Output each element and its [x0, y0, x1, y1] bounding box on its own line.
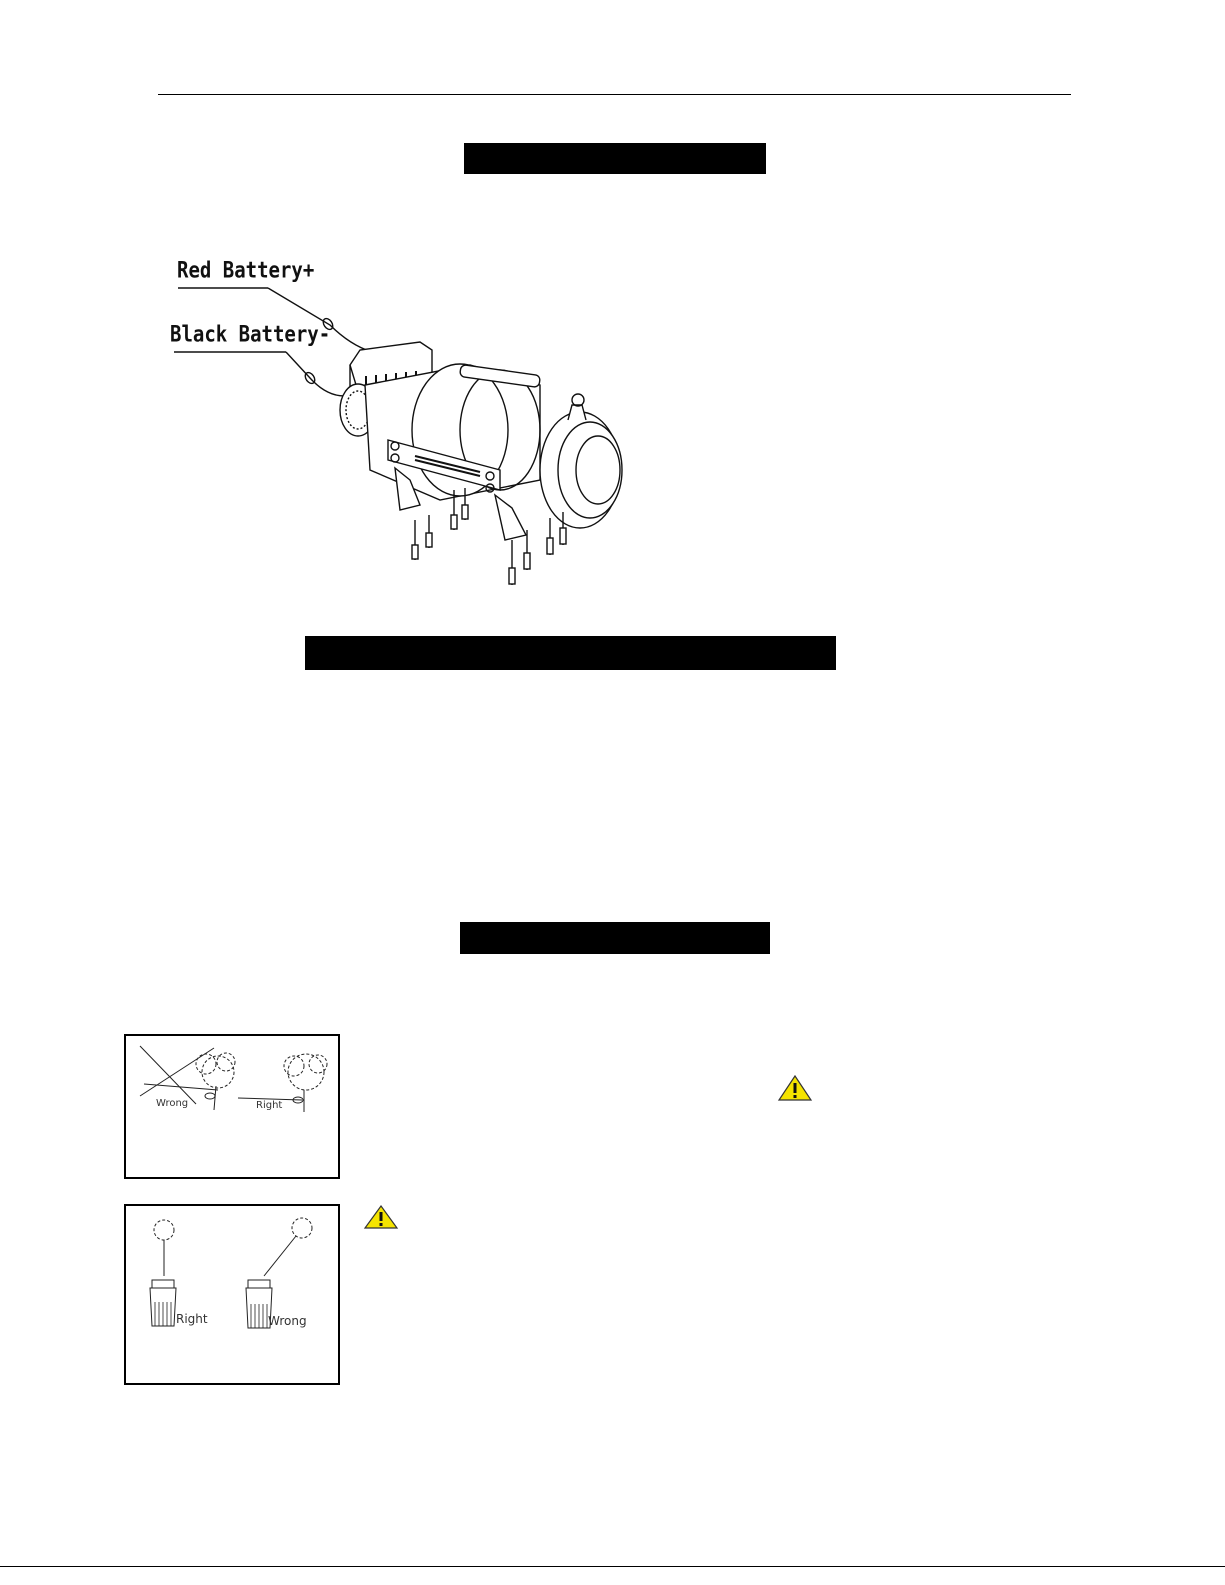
footer-rule — [0, 1566, 1225, 1567]
section-heading-bar-1 — [464, 143, 766, 174]
red-battery-label: Red Battery+ — [177, 258, 315, 284]
winch-illustration — [170, 280, 650, 600]
section-heading-bar-3 — [460, 922, 770, 954]
pull-direction-drawing — [126, 1206, 338, 1383]
pull-direction-wrong-label: Wrong — [268, 1314, 307, 1328]
hook-angle-figure — [124, 1034, 340, 1179]
pull-direction-right-label: Right — [176, 1312, 208, 1326]
hook-angle-wrong-label: Wrong — [156, 1098, 189, 1109]
hook-angle-right-label: Right — [256, 1100, 283, 1111]
black-battery-label: Black Battery- — [170, 322, 331, 348]
section-heading-bar-2 — [305, 636, 836, 670]
warning-icon — [778, 1075, 812, 1101]
pull-direction-figure — [124, 1204, 340, 1385]
header-rule — [158, 94, 1071, 95]
warning-icon — [364, 1205, 398, 1229]
